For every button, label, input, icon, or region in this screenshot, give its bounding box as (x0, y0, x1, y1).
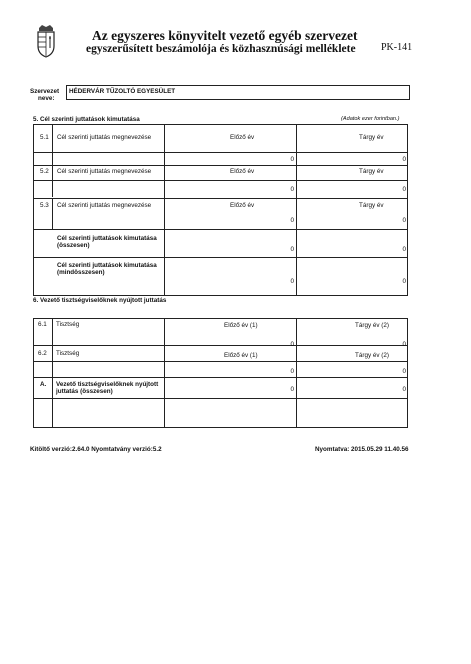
section6-total-value-curr: 0 (402, 386, 406, 393)
row-6-1-col-curr: Tárgy év (2) (355, 322, 389, 329)
row-5-1-value-curr[interactable]: 0 (402, 156, 406, 163)
section6-total-label-line1: Vezető tisztségviselőknek nyújtott (56, 381, 159, 388)
form-title-line1: Az egyszeres könyvitelt vezető egyéb szervezet (92, 28, 358, 43)
section5-grand-total-value-prev: 0 (290, 278, 294, 285)
section5-total-label-line1: Cél szerinti juttatások kimutatása (57, 235, 157, 242)
row-6-1-label: Tisztség (56, 321, 80, 328)
footer-printed: Nyomtatva: 2015.05.29 11.40.56 (315, 446, 409, 453)
org-name-value: HÉDERVÁR TŰZOLTÓ EGYESÜLET (69, 88, 176, 95)
section5-grand-total-label-line2: (mindösszesen) (57, 269, 105, 276)
row-6-1-col-prev: Előző év (1) (224, 322, 258, 329)
row-5-1-value-prev[interactable]: 0 (290, 156, 294, 163)
row-5-2-value-prev[interactable]: 0 (290, 186, 294, 193)
form-code: PK-141 (381, 42, 413, 53)
org-label-line1: Szervezet (30, 88, 60, 95)
row-5-2-value-curr[interactable]: 0 (402, 186, 406, 193)
section6-total-value-prev: 0 (290, 386, 294, 393)
row-5-2-num: 5.2 (40, 168, 49, 175)
row-5-3-value-curr[interactable]: 0 (402, 217, 406, 224)
row-6-2-label: Tisztség (56, 350, 80, 357)
row-5-1-col-curr: Tárgy év (359, 134, 384, 141)
coat-of-arms-icon (34, 24, 58, 58)
section6-table (33, 318, 408, 428)
section5-total-label-line2: (összesen) (57, 242, 90, 249)
section6-total-num: A. (40, 381, 47, 388)
row-6-1-value-curr[interactable]: 0 (402, 341, 406, 348)
row-5-2-col-prev: Előző év (230, 168, 255, 175)
section5-grand-total-value-curr: 0 (402, 278, 406, 285)
row-6-2-value-prev[interactable]: 0 (290, 368, 294, 375)
row-6-2-num: 6.2 (38, 350, 47, 357)
form-title-line2: egyszerűsített beszámolója és közhasznúsági melléklete (86, 43, 356, 55)
row-6-1-value-prev[interactable]: 0 (290, 341, 294, 348)
row-6-1-num: 6.1 (38, 321, 47, 328)
section5-grand-total-label-line1: Cél szerinti juttatások kimutatása (57, 262, 157, 269)
org-label-line2: neve: (38, 95, 55, 102)
row-5-3-label: Cél szerinti juttatás megnevezése (57, 202, 152, 209)
row-5-3-col-curr: Tárgy év (359, 202, 384, 209)
row-5-1-num: 5.1 (40, 134, 49, 141)
section6-title: 6. Vezető tisztségviselőknek nyújtott juttatás (33, 297, 167, 304)
row-5-1-label: Cél szerinti juttatás megnevezése (57, 134, 152, 141)
row-5-3-num: 5.3 (40, 202, 49, 209)
row-5-2-col-curr: Tárgy év (359, 168, 384, 175)
section5-total-value-prev: 0 (290, 246, 294, 253)
row-5-3-value-prev[interactable]: 0 (290, 217, 294, 224)
row-6-2-value-curr[interactable]: 0 (402, 368, 406, 375)
section5-title: 5. Cél szerinti juttatások kimutatása (33, 116, 140, 123)
section6-total-label-line2: juttatás (összesen) (56, 388, 113, 395)
row-5-3-col-prev: Előző év (230, 202, 255, 209)
section5-total-value-curr: 0 (402, 246, 406, 253)
section5-unit-note: (Adatok ezer forintban.) (341, 116, 400, 122)
row-5-2-label: Cél szerinti juttatás megnevezése (57, 168, 152, 175)
row-6-2-col-prev: Előző év (1) (224, 352, 258, 359)
footer-version: Kitöltő verzió:2.64.0 Nyomtatvány verzió:5.2 (30, 446, 162, 453)
row-5-1-col-prev: Előző év (230, 134, 255, 141)
row-6-2-col-curr: Tárgy év (2) (355, 352, 389, 359)
